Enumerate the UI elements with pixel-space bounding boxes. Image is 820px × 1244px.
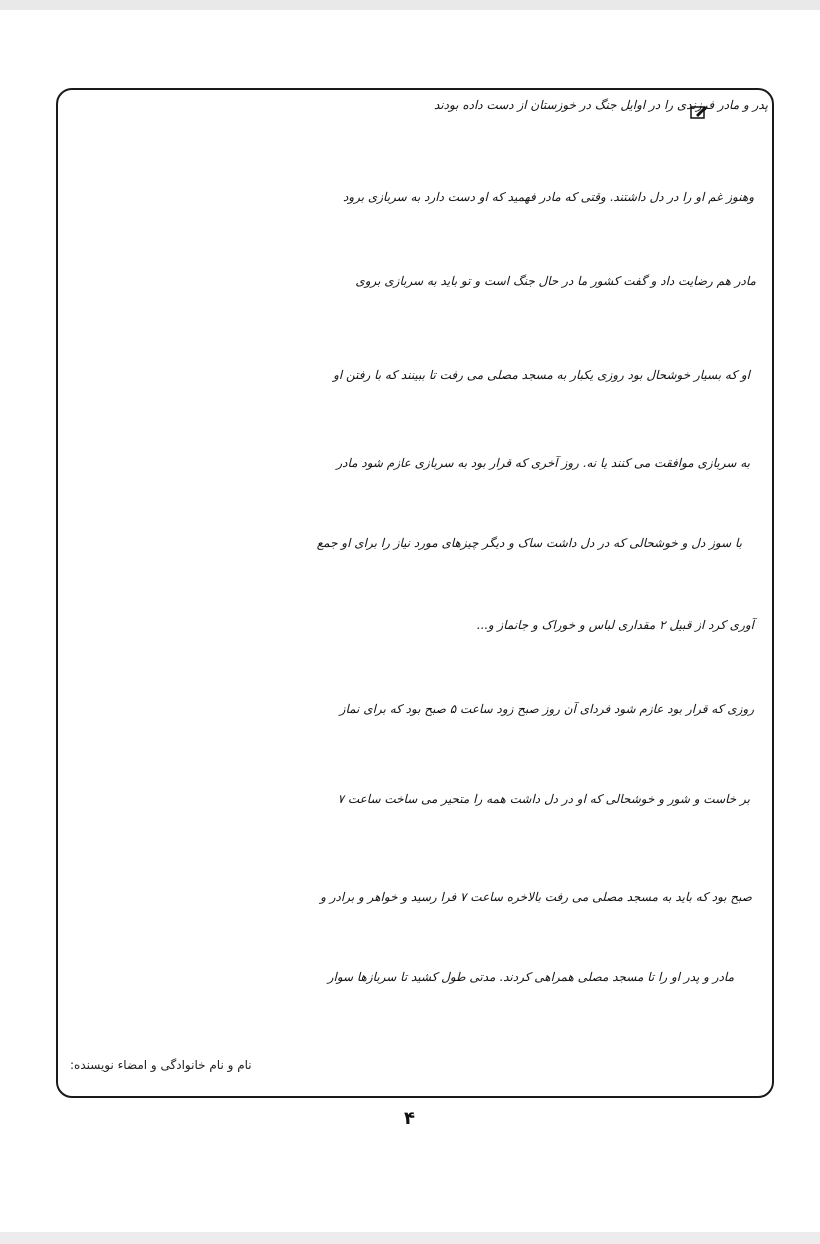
handwritten-line-3: مادر هم رضایت داد و گفت کشور ما در حال جنگ است و تو باید به سربازی بروی bbox=[355, 274, 756, 288]
handwritten-line-11: مادر و پدر او را تا مسجد مصلی همراهی کردند. مدتی طول کشید تا سربازها سوار bbox=[327, 970, 734, 984]
handwritten-line-9: بر خاست و شور و خوشحالی که او در دل داشت همه را متحیر می ساخت ساعت ۷ bbox=[337, 792, 750, 806]
bottom-scan-edge bbox=[0, 1232, 820, 1244]
page-number: ۴ bbox=[404, 1108, 415, 1129]
handwritten-line-10: صبح بود که باید به مسجد مصلی می رفت بالاخره ساعت ۷ فرا رسید و خواهر و برادر و bbox=[320, 890, 752, 904]
handwritten-line-8: روزی که قرار بود عازم شود فردای آن روز صبح زود ساعت ۵ صبح بود که برای نماز bbox=[339, 702, 754, 716]
handwritten-line-5: به سربازی موافقت می کنند یا نه. روز آخری که قرار بود به سربازی عازم شود مادر bbox=[336, 456, 750, 470]
handwritten-line-2: وهنوز غم او را در دل داشتند. وقتی که مادر فهمید که او دست دارد به سربازی برود bbox=[342, 190, 754, 204]
top-scan-edge bbox=[0, 0, 820, 10]
handwritten-line-6: با سوز دل و خوشحالی که در دل داشت ساک و دیگر چیزهای مورد نیاز را برای او جمع bbox=[316, 536, 742, 550]
handwritten-line-1: پدر و مادر فرزندی را در اوایل جنگ در خوزستان از دست داده بودند bbox=[434, 98, 768, 112]
author-signature-label: نام و نام خانوادگی و امضاء نویسنده: bbox=[70, 1058, 252, 1072]
page-frame bbox=[56, 88, 774, 1098]
handwritten-line-7: آوری کرد از قبیل ۲ مقداری لباس و خوراک و جانماز و... bbox=[476, 618, 754, 632]
handwritten-line-4: او که بسیار خوشحال بود روزی یکبار به مسجد مصلی می رفت تا ببینند که با رفتن او bbox=[333, 368, 750, 382]
